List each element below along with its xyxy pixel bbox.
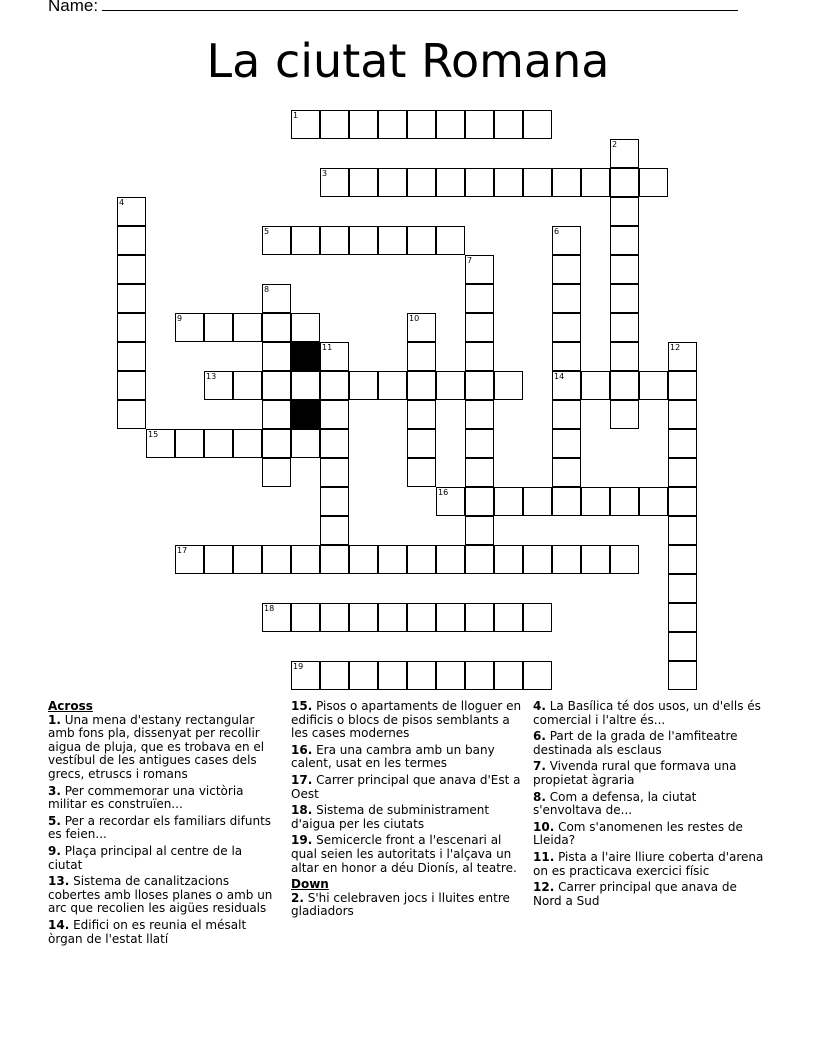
clue-item <box>291 804 523 831</box>
grid-cell[interactable] <box>349 110 378 139</box>
grid-cell[interactable] <box>639 487 668 516</box>
grid-cell[interactable] <box>668 545 697 574</box>
clue-number-label: 2. <box>291 890 304 905</box>
grid-cell[interactable] <box>552 400 581 429</box>
grid-cell[interactable] <box>175 429 204 458</box>
grid-cell[interactable] <box>668 429 697 458</box>
clue-number-label: 15. <box>291 699 313 713</box>
clue-number: 8 <box>264 285 270 294</box>
grid-cell[interactable] <box>349 371 378 400</box>
clue-text: Sistema de canalitzacions cobertes amb lloses planes o amb un arc que recolien les aigües residuals <box>48 874 273 916</box>
clue-number-label: 18. <box>291 803 313 818</box>
grid-cell[interactable] <box>610 226 639 255</box>
grid-cell[interactable] <box>523 603 552 632</box>
grid-cell[interactable] <box>465 487 494 516</box>
grid-cell[interactable] <box>175 313 204 342</box>
clue-number: 10 <box>409 314 420 323</box>
clues-column-3 <box>533 700 765 911</box>
grid-cell[interactable] <box>407 168 436 197</box>
grid-cell[interactable] <box>349 661 378 690</box>
grid-cell[interactable] <box>465 429 494 458</box>
grid-cell[interactable] <box>610 342 639 371</box>
clue-text: Una mena d'estany rectangular amb fons pla, dissenyat per recollir aigua de pluja, que es trobava en el vestíbul de les antigues cases dels grecs, etruscs i romans <box>48 712 265 781</box>
clue-number-label: 13. <box>48 874 70 889</box>
grid-cell[interactable] <box>465 371 494 400</box>
clue-text: Com s'anomenen les restes de Lleida? <box>533 819 743 848</box>
grid-cell[interactable] <box>262 371 291 400</box>
grid-cell[interactable] <box>465 400 494 429</box>
grid-cell[interactable] <box>262 400 291 429</box>
grid-cell[interactable] <box>262 313 291 342</box>
grid-cell[interactable] <box>407 429 436 458</box>
grid-cell[interactable] <box>320 400 349 429</box>
clue-number: 17 <box>177 546 188 555</box>
clue-number: 18 <box>264 604 275 613</box>
grid-cell[interactable] <box>668 458 697 487</box>
clue-text: S'hi celebraven jocs i lluites entre gladiadors <box>291 890 510 919</box>
grid-cell[interactable] <box>610 284 639 313</box>
grid-cell[interactable] <box>610 313 639 342</box>
grid-cell[interactable] <box>117 226 146 255</box>
clue-item <box>533 760 765 787</box>
clue-number-label: 19. <box>291 833 313 848</box>
grid-cell[interactable] <box>291 313 320 342</box>
clue-item <box>48 919 280 946</box>
clue-number-label: 9. <box>48 843 61 858</box>
grid-cell[interactable] <box>320 458 349 487</box>
grid-cell[interactable] <box>204 371 233 400</box>
clue-number-label: 16. <box>291 742 313 757</box>
clue-item <box>533 881 765 908</box>
page-title: La ciutat Romana <box>206 34 610 88</box>
grid-cell[interactable] <box>262 603 291 632</box>
grid-cell[interactable] <box>407 458 436 487</box>
grid-cell[interactable] <box>523 545 552 574</box>
grid-cell[interactable] <box>465 661 494 690</box>
grid-cell[interactable] <box>320 168 349 197</box>
grid-cell[interactable] <box>262 284 291 313</box>
grid-cell[interactable] <box>349 226 378 255</box>
grid-cell[interactable] <box>407 545 436 574</box>
grid-cell[interactable] <box>320 371 349 400</box>
clue-item <box>533 730 765 757</box>
grid-cell[interactable] <box>262 458 291 487</box>
grid-cell[interactable] <box>204 313 233 342</box>
clue-number-label: 1. <box>48 712 61 727</box>
grid-cell[interactable] <box>291 429 320 458</box>
grid-cell[interactable] <box>436 226 465 255</box>
grid-cell[interactable] <box>639 168 668 197</box>
grid-cell[interactable] <box>175 545 204 574</box>
grid-cell[interactable] <box>117 313 146 342</box>
clue-number-label: 14. <box>48 917 70 932</box>
grid-cell[interactable] <box>378 603 407 632</box>
grid-cell[interactable] <box>668 487 697 516</box>
clue-number-label: 17. <box>291 772 313 787</box>
grid-cell[interactable] <box>668 661 697 690</box>
grid-cell[interactable] <box>436 603 465 632</box>
grid-cell[interactable] <box>610 255 639 284</box>
grid-cell[interactable] <box>349 545 378 574</box>
grid-cell[interactable] <box>552 255 581 284</box>
clue-text: La Basílica té dos usos, un d'ells és comercial i l'altre és... <box>533 699 761 727</box>
clue-item <box>533 851 765 878</box>
clue-item <box>48 714 280 782</box>
grid-cell[interactable] <box>552 342 581 371</box>
grid-cell[interactable] <box>610 139 639 168</box>
grid-cell[interactable] <box>320 603 349 632</box>
grid-cell[interactable] <box>668 632 697 661</box>
grid-cell[interactable] <box>320 661 349 690</box>
grid-cell[interactable] <box>465 168 494 197</box>
grid-cell[interactable] <box>436 168 465 197</box>
grid-cell[interactable] <box>465 516 494 545</box>
grid-cell[interactable] <box>523 487 552 516</box>
grid-cell[interactable] <box>523 110 552 139</box>
grid-cell[interactable] <box>668 574 697 603</box>
grid-cell[interactable] <box>320 516 349 545</box>
grid-cell[interactable] <box>465 284 494 313</box>
grid-cell[interactable] <box>581 168 610 197</box>
grid-cell[interactable] <box>378 371 407 400</box>
grid-cell[interactable] <box>291 110 320 139</box>
grid-cell[interactable] <box>436 545 465 574</box>
grid-cell[interactable] <box>407 110 436 139</box>
grid-cell[interactable] <box>117 400 146 429</box>
grid-cell[interactable] <box>204 429 233 458</box>
clue-number-label: 5. <box>48 813 61 828</box>
grid-cell[interactable] <box>320 110 349 139</box>
grid-cell[interactable] <box>465 313 494 342</box>
clue-item <box>48 785 280 812</box>
grid-cell[interactable] <box>494 545 523 574</box>
clue-item <box>291 700 523 741</box>
grid-cell[interactable] <box>552 226 581 255</box>
grid-cell[interactable] <box>146 429 175 458</box>
clue-text: Sistema de subministrament d'aigua per les ciutats <box>291 803 490 831</box>
grid-cell[interactable] <box>117 197 146 226</box>
clue-number-label: 3. <box>48 783 61 798</box>
grid-cell[interactable] <box>378 661 407 690</box>
grid-cell[interactable] <box>610 400 639 429</box>
grid-cell[interactable] <box>610 197 639 226</box>
grid-cell[interactable] <box>291 545 320 574</box>
grid-cell[interactable] <box>552 545 581 574</box>
grid-cell[interactable] <box>233 429 262 458</box>
clue-text: Semicercle front a l'escenari al qual seien les autoritats i l'alçava un altar en honor a déu Dionís, al teatre. <box>291 833 517 875</box>
clue-text: Carrer principal que anava de Nord a Sud <box>533 880 737 908</box>
clue-text: Per a recordar els familiars difunts es feien... <box>48 813 272 842</box>
grid-cell[interactable] <box>320 226 349 255</box>
grid-cell[interactable] <box>465 458 494 487</box>
grid-cell[interactable] <box>233 371 262 400</box>
grid-cell[interactable] <box>407 400 436 429</box>
clue-text: Com a defensa, la ciutat s'envoltava de... <box>533 789 697 818</box>
grid-cell[interactable] <box>523 168 552 197</box>
grid-cell[interactable] <box>320 487 349 516</box>
clues-column-2 <box>291 700 523 922</box>
grid-block <box>291 400 320 429</box>
grid-cell[interactable] <box>407 313 436 342</box>
grid-block <box>291 342 320 371</box>
grid-cell[interactable] <box>349 168 378 197</box>
clue-number-label: 11. <box>533 849 555 864</box>
grid-cell[interactable] <box>320 342 349 371</box>
clue-item <box>291 892 523 919</box>
grid-cell[interactable] <box>378 168 407 197</box>
grid-cell[interactable] <box>523 661 552 690</box>
grid-cell[interactable] <box>465 342 494 371</box>
grid-cell[interactable] <box>552 168 581 197</box>
clue-number: 4 <box>119 198 125 207</box>
clue-number: 12 <box>670 343 681 352</box>
grid-cell[interactable] <box>494 110 523 139</box>
grid-cell[interactable] <box>494 487 523 516</box>
grid-cell[interactable] <box>494 168 523 197</box>
clue-number: 2 <box>612 140 618 149</box>
grid-cell[interactable] <box>668 603 697 632</box>
clue-number: 19 <box>293 662 304 671</box>
grid-cell[interactable] <box>668 371 697 400</box>
grid-cell[interactable] <box>262 342 291 371</box>
clue-text: Carrer principal que anava d'Est a Oest <box>291 772 521 801</box>
clue-number: 11 <box>322 343 333 352</box>
name-label: Name: <box>48 0 99 15</box>
grid-cell[interactable] <box>378 226 407 255</box>
grid-cell[interactable] <box>407 226 436 255</box>
clue-number-label: 8. <box>533 789 546 804</box>
clue-number-label: 4. <box>533 699 546 713</box>
grid-cell[interactable] <box>436 110 465 139</box>
grid-cell[interactable] <box>407 371 436 400</box>
grid-cell[interactable] <box>552 429 581 458</box>
clue-item <box>291 774 523 801</box>
grid-cell[interactable] <box>233 545 262 574</box>
grid-cell[interactable] <box>320 545 349 574</box>
clue-number: 1 <box>293 111 299 120</box>
grid-cell[interactable] <box>117 284 146 313</box>
grid-cell[interactable] <box>407 342 436 371</box>
grid-cell[interactable] <box>552 458 581 487</box>
clue-text: Vivenda rural que formava una propietat àgraria <box>533 759 737 787</box>
grid-cell[interactable] <box>436 661 465 690</box>
clue-number-label: 6. <box>533 729 546 744</box>
grid-cell[interactable] <box>262 545 291 574</box>
clue-number: 9 <box>177 314 183 323</box>
clue-text: Edifici on es reunia el mésalt òrgan de l'estat llatí <box>48 917 247 946</box>
grid-cell[interactable] <box>668 400 697 429</box>
clue-text: Era una cambra amb un bany calent, usat en les termes <box>291 742 495 771</box>
grid-cell[interactable] <box>465 603 494 632</box>
grid-cell[interactable] <box>581 487 610 516</box>
grid-cell[interactable] <box>552 371 581 400</box>
grid-cell[interactable] <box>204 545 233 574</box>
clue-item <box>533 791 765 818</box>
clue-number: 7 <box>467 256 473 265</box>
grid-cell[interactable] <box>117 342 146 371</box>
clue-number: 15 <box>148 430 159 439</box>
grid-cell[interactable] <box>581 545 610 574</box>
grid-cell[interactable] <box>639 371 668 400</box>
clue-item <box>291 834 523 875</box>
clue-number: 6 <box>554 227 560 236</box>
clue-text: Pisos o apartaments de lloguer en edificis o blocs de pisos semblants a les cases modernes <box>291 699 522 741</box>
clue-number: 13 <box>206 372 217 381</box>
clues-column-1 <box>48 700 280 949</box>
clue-number-label: 12. <box>533 880 555 895</box>
grid-cell[interactable] <box>436 371 465 400</box>
grid-cell[interactable] <box>291 371 320 400</box>
grid-cell[interactable] <box>262 226 291 255</box>
grid-cell[interactable] <box>668 516 697 545</box>
grid-cell[interactable] <box>291 226 320 255</box>
clue-item <box>48 815 280 842</box>
clue-text: Part de la grada de l'amfiteatre destinada als esclaus <box>533 729 738 757</box>
grid-cell[interactable] <box>378 110 407 139</box>
grid-cell[interactable] <box>233 313 262 342</box>
grid-cell[interactable] <box>552 284 581 313</box>
grid-cell[interactable] <box>465 545 494 574</box>
grid-cell[interactable] <box>465 110 494 139</box>
grid-cell[interactable] <box>117 371 146 400</box>
clue-text: Pista a l'aire lliure coberta d'arena on es practicava exercici físic <box>533 849 764 878</box>
clue-number-label: 10. <box>533 819 555 834</box>
clue-item <box>48 875 280 916</box>
grid-cell[interactable] <box>291 603 320 632</box>
grid-cell[interactable] <box>378 545 407 574</box>
grid-cell[interactable] <box>320 429 349 458</box>
across-heading: Across <box>48 699 93 713</box>
grid-cell[interactable] <box>407 661 436 690</box>
clue-item <box>291 744 523 771</box>
grid-cell[interactable] <box>262 429 291 458</box>
clue-item <box>48 845 280 872</box>
clue-item <box>533 700 765 727</box>
grid-cell[interactable] <box>465 255 494 284</box>
clue-number: 3 <box>322 169 328 178</box>
grid-cell[interactable] <box>436 487 465 516</box>
grid-cell[interactable] <box>349 603 378 632</box>
grid-cell[interactable] <box>552 487 581 516</box>
grid-cell[interactable] <box>117 255 146 284</box>
grid-cell[interactable] <box>494 603 523 632</box>
down-heading: Down <box>291 877 329 892</box>
clue-text: Plaça principal al centre de la ciutat <box>48 843 243 872</box>
grid-cell[interactable] <box>291 661 320 690</box>
grid-cell[interactable] <box>668 342 697 371</box>
clue-text: Per commemorar una victòria militar es construïen... <box>48 783 244 812</box>
clue-number: 5 <box>264 227 270 236</box>
grid-cell[interactable] <box>552 313 581 342</box>
grid-cell[interactable] <box>610 371 639 400</box>
grid-cell[interactable] <box>610 487 639 516</box>
clue-item <box>533 821 765 848</box>
clue-number: 14 <box>554 372 565 381</box>
grid-cell[interactable] <box>494 661 523 690</box>
clue-number-label: 7. <box>533 759 546 774</box>
grid-cell[interactable] <box>494 371 523 400</box>
clue-number: 16 <box>438 488 449 497</box>
grid-cell[interactable] <box>581 371 610 400</box>
grid-cell[interactable] <box>407 603 436 632</box>
grid-cell[interactable] <box>610 168 639 197</box>
grid-cell[interactable] <box>610 545 639 574</box>
